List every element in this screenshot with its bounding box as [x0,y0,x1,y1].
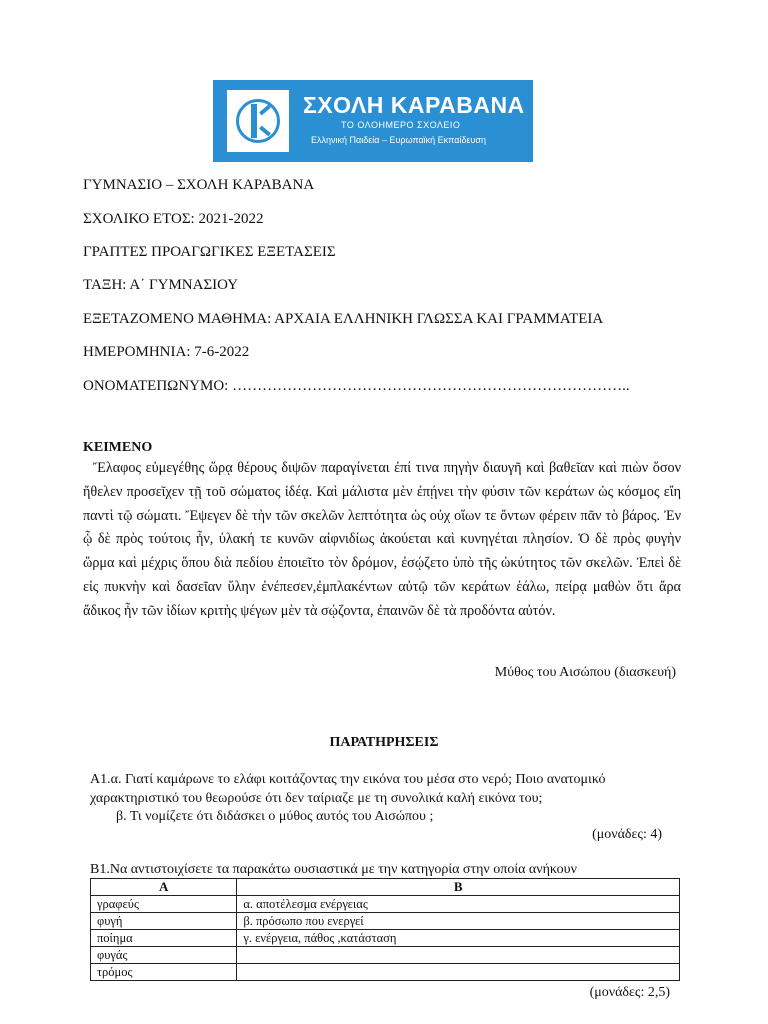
table-row [91,913,680,930]
a1-marks: (μονάδες: 4) [592,827,662,842]
cell-b [237,947,680,964]
header-name: ΟΝΟΜΑΤΕΠΩΝΥΜΟ: …………………………………………………………………….. [83,378,630,394]
cell-a: ποίημα [91,930,237,947]
logo-subtitle: ΤΟ ΟΛΟΗΜΕΡΟ ΣΧΟΛΕΙΟ [341,120,461,130]
header-class: ΤΑΞΗ: Α΄ ΓΥΜΝΑΣΙΟΥ [83,277,239,293]
question-a1-line2: χαρακτηριστικό του θεωρούσε ότι δεν ταίριαζε με τη συνολικά καλή εικόνα του; [90,791,543,806]
table-row [91,896,680,913]
ancient-text-body: Ἔλαφος εὐμεγέθης ὥρᾳ θέρους διψῶν παραγίνεται ἐπί τινα πηγὴν διαυγῆ καὶ βαθεῖαν καὶ πιὼν ὅσον ἤθελεν προσεῖχεν τῇ τοῦ σώματος ἰδέᾳ. Καὶ μάλιστα μὲν ἐπῄνει τὴν φύσιν τῶν κεράτων ὡς κόσμος εἴη παντὶ τῷ σώματι. Ἔψεγεν δὲ τὴν τῶν σκελῶν λεπτότητα ὡς οὐχ οἵων τε ὄντων φέρειν πᾶν τὸ βάρος. Ἐν ᾧ δὲ πρὸς τούτοις ἦν, ὑλακή τε κυνῶν αἰφνιδίως ἀκούεται καὶ κυνηγέται πλησίον. Ὁ δὲ πρὸς φυγὴν ὥρμα καὶ μέχρις ὅπου διὰ πεδίου ἐποιεῖτο τὸν δρόμον, ἐσῴζετο ὑπὸ τῆς ὠκύτητος τῶν σκελῶν. Ἐπεὶ δὲ εἰς πυκνὴν καὶ δασεῖαν ὕλην ἐνέπεσεν,ἐμπλακέντων αὐτῷ τῶν κεράτων ἑάλω, πείρᾳ μαθὼν ὅτι ἄρα ἄδικος ἦν τῶν ἰδίων κριτὴς ψέγων μὲν τὰ σῴζοντα, ἐπαινῶν δὲ τὰ προδόντα αὐτόν. [83,460,681,619]
logo-tagline: Ελληνική Παιδεία – Ευρωπαϊκή Εκπαίδευση [311,135,486,145]
emblem-icon [227,90,289,152]
logo-title: ΣΧΟΛΗ ΚΑΡΑΒΑΝΑ [303,92,525,118]
table-row [91,964,680,981]
cell-b: α. αποτέλεσμα ενέργειας [237,896,680,913]
header-exam: ΓΡΑΠΤΕΣ ΠΡΟΑΓΩΓΙΚΕΣ ΕΞΕΤΑΣΕΙΣ [83,244,336,260]
question-a1-line1: Α1.α. Γιατί καμάρωνε το ελάφι κοιτάζοντας την εικόνα του μέσα στο νερό; Ποιο ανατομικό [90,772,606,787]
cell-a: φυγάς [91,947,237,964]
table-row [91,930,680,947]
header-subject: ΕΞΕΤΑΖΟΜΕΝΟ ΜΑΘΗΜΑ: ΑΡΧΑΙΑ ΕΛΛΗΝΙΚΗ ΓΛΩΣΣΑ ΚΑΙ ΓΡΑΜΜΑΤΕΙΑ [83,311,604,327]
matching-table [90,878,680,981]
parathrhseis-heading: ΠΑΡΑΤΗΡΗΣΕΙΣ [329,735,439,750]
b1-marks: (μονάδες: 2,5) [589,985,670,1000]
column-b-header: Β [237,879,680,896]
cell-a: τρόμος [91,964,237,981]
question-a1-b: β. Τι νομίζετε ότι διδάσκει ο μύθος αυτός του Αισώπου ; [116,809,434,824]
table-row [91,947,680,964]
header-year: ΣΧΟΛΙΚΟ ΕΤΟΣ: 2021-2022 [83,211,264,227]
header-school: ΓΥΜΝΑΣΙΟ – ΣΧΟΛΗ ΚΑΡΑΒΑΝΑ [83,177,315,193]
keimeno-heading: ΚΕΙΜΕΝΟ [83,440,153,455]
column-a-header: Α [91,879,237,896]
cell-a: γραφεύς [91,896,237,913]
text-source: Μύθος του Αισώπου (διασκευή) [494,665,676,680]
school-logo [213,80,533,162]
cell-b: β. πρόσωπο που ενεργεί [237,913,680,930]
question-b1: Β1.Να αντιστοιχίσετε τα παρακάτω ουσιαστικά με την κατηγορία στην οποία ανήκουν [90,862,577,877]
cell-a: φυγή [91,913,237,930]
cell-b: γ. ενέργεια, πάθος ,κατάσταση [237,930,680,947]
header-date: ΗΜΕΡΟΜΗΝΙΑ: 7-6-2022 [83,344,250,360]
ancient-text [83,457,681,624]
cell-b [237,964,680,981]
